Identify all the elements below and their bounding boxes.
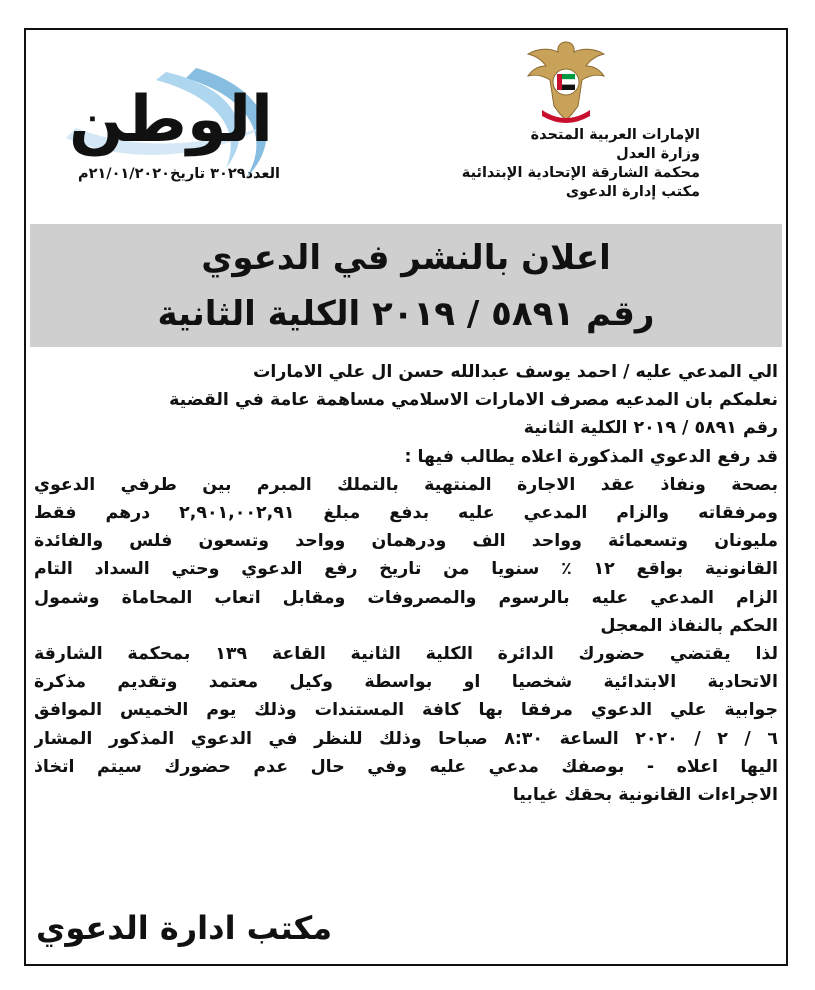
announcement-frame [24,28,788,966]
body-line: اليها اعلاه - بوصفك مدعي عليه وفي حال عدم حضورك سيتم اتخاذ [34,756,778,777]
header [26,30,786,224]
ministry-line-court: محكمة الشارقة الإتحادية الإبتدائية [461,165,700,181]
uae-eagle-emblem-icon [520,36,612,124]
newspaper-name: الوطن [69,83,273,157]
signature: مكتب ادارة الدعوي [36,909,333,947]
body-line: القانونية بواقع ١٢ ٪ سنويا من تاريخ رفع الدعوي وحتي السداد التام [34,559,778,580]
ministry-line-office: مكتب إدارة الدعوى [565,184,700,200]
body-line: الي المدعي عليه / احمد يوسف عبدالله حسن ال علي الامارات [252,362,778,382]
newspaper-block [26,80,316,182]
ministry-line-country: الإمارات العربية المتحدة [530,127,700,143]
body-line: مليونان وتسعمائة وواحد الف ودرهمان وواحد وتسعون فلس والفائدة [34,531,778,552]
case-number-title: رقم ٥٨٩١ / ٢٠١٩ الكلية الثانية [157,294,655,334]
newspaper-logo [26,80,316,166]
body-line: الزام المدعي عليه بالرسوم والمصروفات ومقابل اتعاب المحاماة وشمول [34,587,778,608]
body-line: الاجراءات القانونية بحقك غيابيا [512,785,778,806]
issue-number-date: العدد٣٠٢٩ تاريخ٢١/٠١/٢٠٢٠م [77,166,280,182]
body-line: نعلمكم بان المدعيه مصرف الامارات الاسلامي مساهمة عامة في القضية [169,390,778,411]
body-line: جوابية علي الدعوي مرفقا بها كافة المستندات وذلك يوم الخميس الموافق [34,700,778,721]
body-line: الحكم بالنفاذ المعجل [600,615,778,636]
announcement-body [30,358,782,809]
body-line: قد رفع الدعوي المذكورة اعلاه يطالب فيها : [404,446,778,467]
ministry-line-ministry: وزارة العدل [616,146,700,162]
body-line: ٦ / ٢ / ٢٠٢٠ الساعة ٨:٣٠ صباحا وذلك للنظر في الدعوي المذكور المشار [34,728,778,749]
title-band [30,224,782,347]
body-line: ومرفقاته والزام المدعي عليه بدفع مبلغ ٢,٩٠١,٠٠٢,٩١ درهم فقط [34,503,778,524]
announcement-title: اعلان بالنشر في الدعوي [201,238,611,278]
body-line: رقم ٥٨٩١ / ٢٠١٩ الكلية الثانية [523,418,778,439]
body-line: بصحة ونفاذ عقد الاجارة المنتهية بالتملك المبرم بين طرفي الدعوي [34,474,778,495]
court-header [406,36,726,202]
body-line: الاتحادية الابتدائية شخصيا او بواسطة وكيل معتمد وتقديم مذكرة [34,672,778,693]
body-line: لذا يقتضي حضورك الدائرة الكلية الثانية القاعة ١٣٩ بمحكمة الشارقة [34,644,778,665]
